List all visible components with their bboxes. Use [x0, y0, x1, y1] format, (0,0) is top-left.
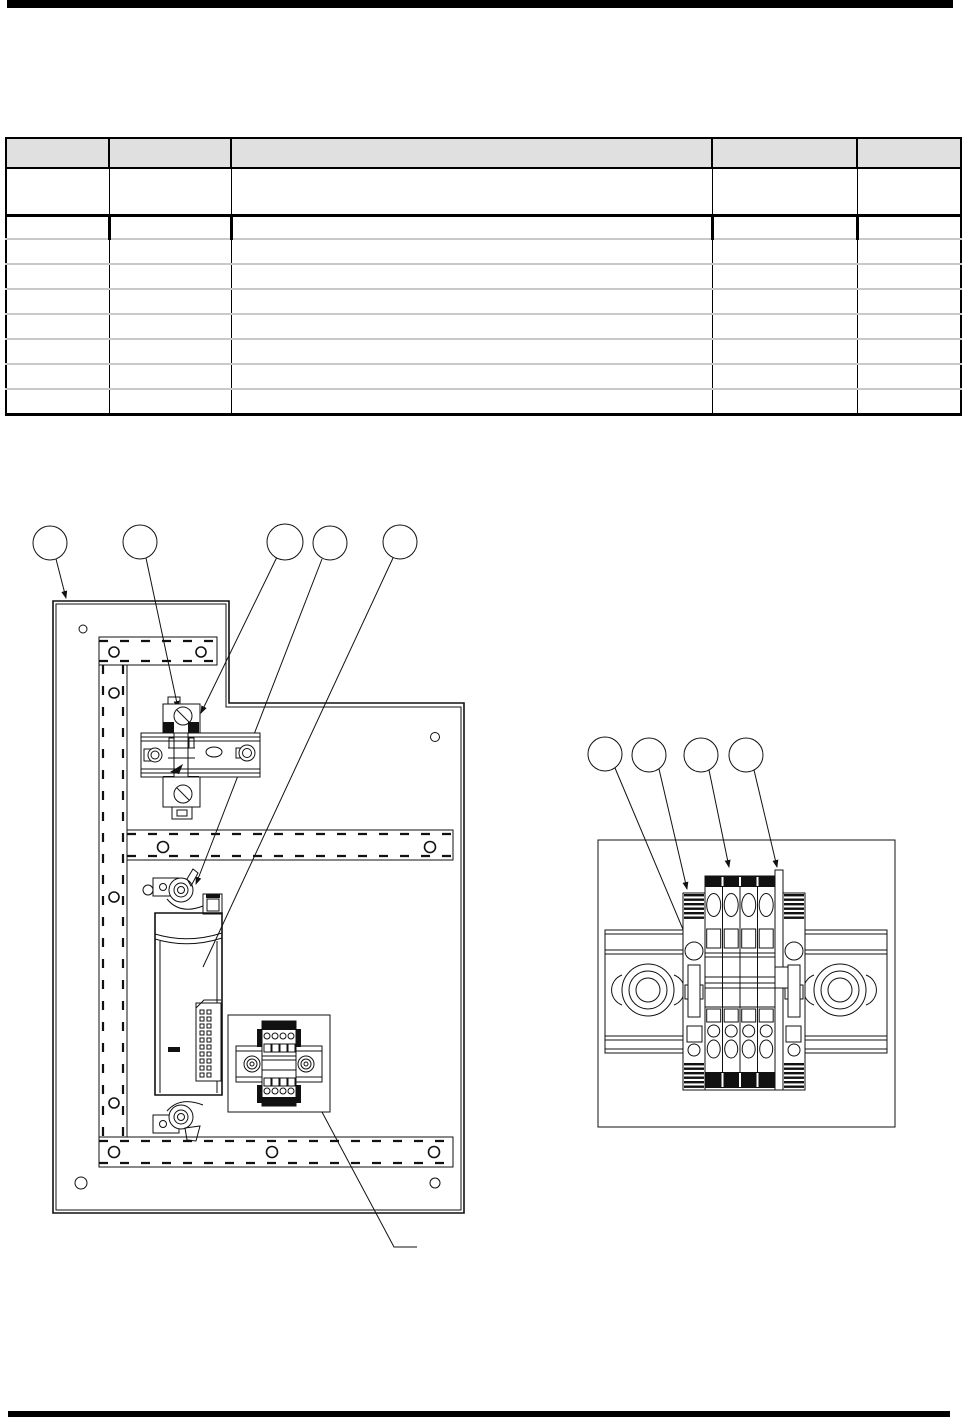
- callout-circle: [123, 525, 157, 559]
- terminal-detail-box: [228, 1015, 330, 1112]
- end-clamp-right: [783, 893, 805, 1090]
- din-rail-breaker: [141, 697, 260, 819]
- controller-device: [143, 869, 222, 1141]
- callout-circle: [632, 738, 666, 772]
- callout-circle: [588, 737, 622, 771]
- figure-terminal-detail: [588, 737, 895, 1127]
- callout-circle: [684, 738, 718, 772]
- hex-bolt-right: [804, 964, 877, 1016]
- callout-circle: [383, 525, 417, 559]
- callout-circle: [33, 526, 67, 560]
- panel-outline: [53, 601, 464, 1213]
- figure2-callouts: [588, 737, 763, 772]
- callout-circle: [313, 526, 347, 560]
- bottom-rule: [8, 1411, 950, 1417]
- figure-panel-layout: [33, 524, 464, 1247]
- callout-circle: [267, 524, 303, 560]
- figure1-callouts: [33, 524, 417, 560]
- figure1-leader-lines: [56, 557, 417, 1247]
- hex-bolt-left: [612, 964, 685, 1016]
- circuit-breaker: [163, 697, 200, 819]
- end-clamp-left: [683, 893, 705, 1090]
- callout-circle: [729, 738, 763, 772]
- pin-connector: [196, 1000, 221, 1081]
